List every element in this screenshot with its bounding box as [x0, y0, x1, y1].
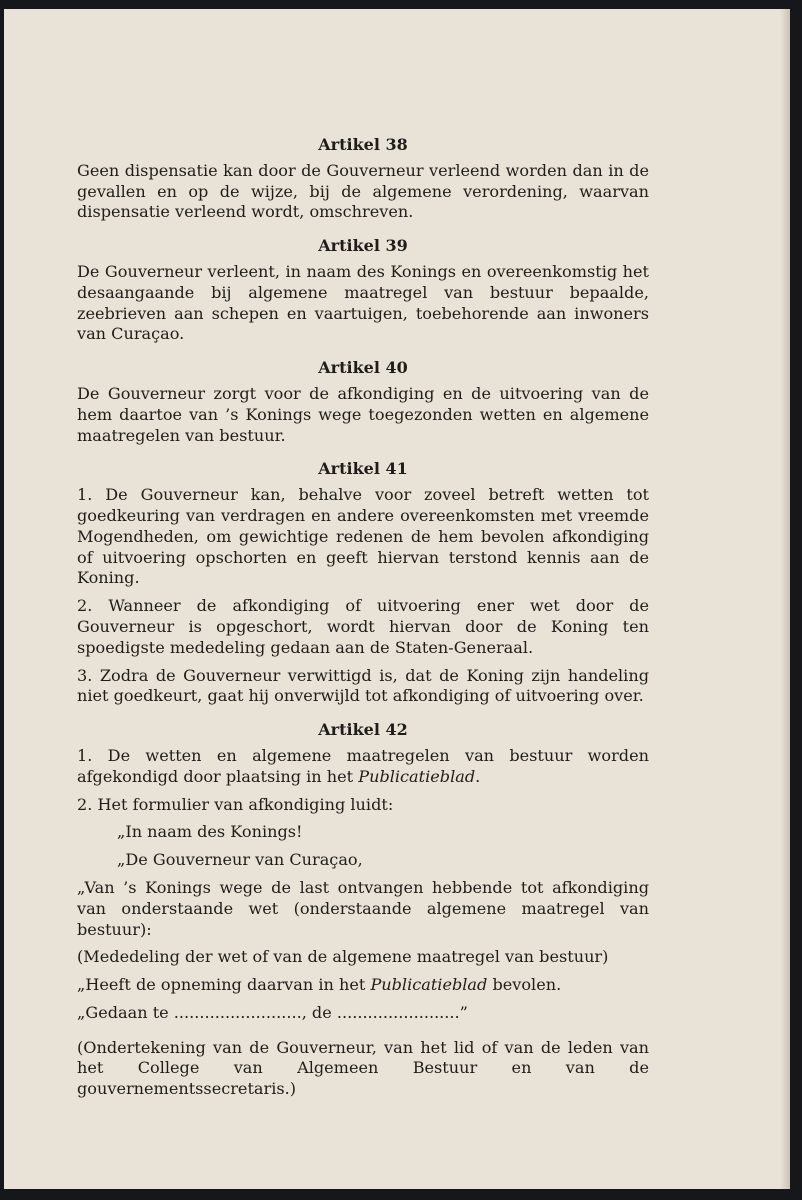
formula-line-6: „Gedaan te ........................., de ........................”	[77, 1002, 468, 1022]
publicatieblad-italic: Publicatieblad	[358, 766, 476, 786]
formula-line-5-text: „Heeft de opneming daarvan in het	[77, 975, 371, 995]
article-42-para-1	[77, 746, 649, 788]
article-41-para-2: 2. Wanneer de afkondiging of uitvoering ener wet door de Gouverneur is opgeschort, wordt hiervan door de Koning ten spoedigste mededeling gedaan aan de Staten-Generaal.	[77, 596, 649, 657]
article-41	[77, 459, 649, 707]
article-41-para-1: 1. De Gouverneur kan, behalve voor zoveel betreft wetten tot goedkeuring van verdragen en andere overeenkomsten met vreemde Mogendheden, om gewichtige redenen de hem bevolen afkondiging of uitvoering opschorten en geeft hiervan terstond kennis aan de Koning.	[77, 485, 649, 588]
article-40-heading: Artikel 40	[318, 358, 408, 378]
formula-line-3: „Van ’s Konings wege de last ontvangen hebbende tot afkondiging van onderstaande wet (onderstaande algemene maatregel van bestuur):	[77, 877, 649, 939]
signature-note: (Ondertekening van de Gouverneur, van het lid of van de leden van het College van Algemeen Bestuur en van de gouvernementssecretaris.)	[77, 1037, 649, 1099]
formula-line-4: (Mededeling der wet of van de algemene maatregel van bestuur)	[77, 947, 609, 967]
article-42	[77, 720, 649, 1100]
article-39-text: De Gouverneur verleent, in naam des Konings en overeenkomstig het desaangaande bij algemene maatregel van bestuur bepaalde, zeebrieven aan schepen en vaartuigen, toebehorende aan inwoners van Curaçao.	[77, 261, 649, 344]
formula-line-5	[77, 975, 649, 996]
article-42-heading: Artikel 42	[318, 720, 408, 740]
article-38	[77, 135, 649, 223]
publicatieblad-italic-2: Publicatieblad	[370, 975, 488, 995]
formula-line-2: „De Gouverneur van Curaçao,	[117, 850, 363, 870]
document-page	[4, 9, 790, 1189]
article-42-para-1-end: .	[475, 766, 481, 786]
article-39-heading: Artikel 39	[318, 236, 408, 256]
promulgation-formula	[77, 822, 649, 1023]
article-38-heading: Artikel 38	[318, 135, 408, 154]
page-body	[77, 135, 649, 1113]
article-40	[77, 358, 649, 446]
article-39	[77, 236, 649, 345]
formula-line-1: „In naam des Konings!	[117, 822, 303, 842]
article-40-text: De Gouverneur zorgt voor de afkondiging en de uitvoering van de hem daartoe van ’s Konings wege toegezonden wetten en algemene maatregelen van bestuur.	[77, 383, 649, 445]
formula-line-5-end: bevolen.	[487, 975, 562, 995]
article-42-para-2: 2. Het formulier van afkondiging luidt:	[77, 794, 394, 814]
article-41-heading: Artikel 41	[318, 459, 408, 479]
article-38-text: Geen dispensatie kan door de Gouverneur verleend worden dan in de gevallen en op de wijze, bij de algemene verordening, waarvan dispensatie verleend wordt, omschreven.	[77, 160, 649, 222]
article-41-para-3: 3. Zodra de Gouverneur verwittigd is, dat de Koning zijn handeling niet goedkeurt, gaat hij onverwijld tot afkondiging of uitvoering over.	[77, 665, 649, 706]
article-42-para-1-text: 1. De wetten en algemene maatregelen van bestuur worden afgekondigd door plaatsing in het	[77, 745, 649, 786]
